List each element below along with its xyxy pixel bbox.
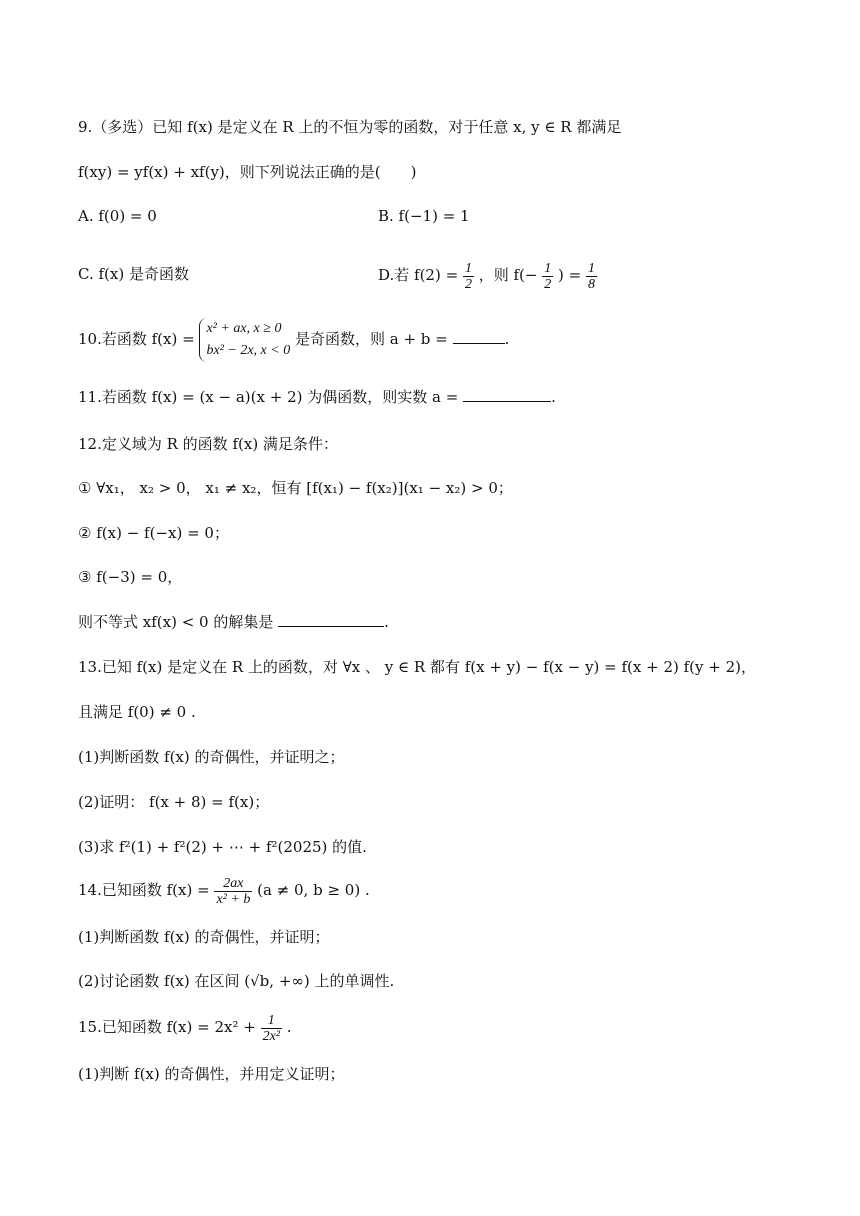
q10-end: .: [504, 330, 510, 348]
q9-d-frac2-num: 1: [544, 260, 552, 276]
q9-option-c: C. f(x) 是奇函数: [78, 265, 189, 283]
q11: [78, 387, 556, 407]
q12-answer-blank[interactable]: [278, 612, 384, 627]
q9-option-d-prefix: D.若 f(2) =: [378, 266, 459, 284]
q12-ask: 则不等式 xf(x) < 0 的解集是: [78, 613, 274, 631]
q13-stem-line2: 且满足 f(0) ≠ 0 .: [78, 703, 196, 721]
q14-suffix: (a ≠ 0, b ≥ 0) .: [257, 881, 370, 899]
q9-option-d-post: ) =: [558, 266, 582, 284]
q10-suffix: 是奇函数，则 a + b =: [294, 330, 448, 348]
q14-part-1: (1)判断函数 f(x) 的奇偶性，并证明；: [78, 928, 330, 946]
q9-d-frac2: [542, 261, 553, 292]
q9-option-d-mid: ，则 f(−: [478, 266, 538, 284]
q12-condition-1: ① ∀x₁， x₂ > 0， x₁ ≠ x₂，恒有 [f(x₁) − f(x₂)](x₁ − x₂) > 0；: [78, 479, 513, 497]
q9-d-frac3-num: 1: [588, 260, 596, 276]
q9-d-frac3-den: 8: [588, 276, 596, 292]
q14-frac-num: 2ax: [214, 876, 252, 892]
q13-stem-line1: 13.已知 f(x) 是定义在 R 上的函数，对 ∀x 、 y ∈ R 都有 f(x + y) − f(x − y) = f(x + 2) f(y + 2)，: [78, 658, 757, 676]
q10-case2: bx² − 2x, x < 0: [206, 343, 291, 358]
q15-prefix: 15.已知函数 f(x) = 2x² +: [78, 1018, 256, 1036]
q11-text: 11.若函数 f(x) = (x − a)(x + 2) 为偶函数，则实数 a =: [78, 388, 459, 406]
q10-answer-blank[interactable]: [453, 329, 505, 344]
q9-d-frac1-num: 1: [464, 260, 472, 276]
q10: [78, 316, 509, 362]
q15-stem: [78, 1007, 292, 1047]
q9-d-frac1: [463, 261, 474, 292]
q14-frac-den: x² + b: [216, 891, 251, 907]
q15-frac-num: 1: [261, 1013, 282, 1029]
q12-condition-3: ③ f(−3) = 0，: [78, 568, 183, 586]
q10-prefix: 10.若函数 f(x) =: [78, 330, 195, 348]
q9-d-frac2-den: 2: [544, 276, 552, 292]
q13-part-2: (2)证明： f(x + 8) = f(x)；: [78, 793, 270, 811]
q13-part-3: (3)求 f²(1) + f²(2) + ⋯ + f²(2025) 的值.: [78, 838, 367, 856]
q9-d-frac3: [586, 261, 597, 292]
q10-piecewise: [199, 318, 290, 362]
q14-fraction: [214, 876, 252, 907]
q12-question: [78, 612, 389, 632]
q9-option-d: [378, 256, 597, 294]
q12-condition-2: ② f(x) − f(−x) = 0；: [78, 524, 229, 542]
q15-suffix: .: [286, 1018, 292, 1036]
q15-part-1: (1)判断 f(x) 的奇偶性，并用定义证明；: [78, 1065, 345, 1083]
q14-prefix: 14.已知函数 f(x) =: [78, 881, 210, 899]
q11-answer-blank[interactable]: [463, 387, 551, 402]
q14-stem: [78, 870, 370, 910]
q9-stem-line2: f(xy) = yf(x) + xf(y)，则下列说法正确的是( ): [78, 163, 417, 181]
q14-part-2: (2)讨论函数 f(x) 在区间 (√b, +∞) 上的单调性.: [78, 972, 395, 990]
q9-option-b: B. f(−1) = 1: [378, 207, 470, 225]
q12-end: .: [384, 613, 389, 631]
q10-case1: x² + ax, x ≥ 0: [206, 321, 282, 336]
q13-part-1: (1)判断函数 f(x) 的奇偶性，并证明之；: [78, 748, 345, 766]
q9-option-a: A. f(0) = 0: [78, 207, 157, 225]
q11-end: .: [551, 388, 556, 406]
q9-d-frac1-den: 2: [464, 276, 472, 292]
q12-title: 12.定义域为 R 的函数 f(x) 满足条件：: [78, 435, 338, 453]
q9-stem-line1: 9.（多选）已知 f(x) 是定义在 R 上的不恒为零的函数，对于任意 x, y ∈ R 都满足: [78, 118, 622, 136]
q15-frac-den: 2x²: [262, 1028, 280, 1044]
q15-fraction: [261, 1013, 282, 1044]
